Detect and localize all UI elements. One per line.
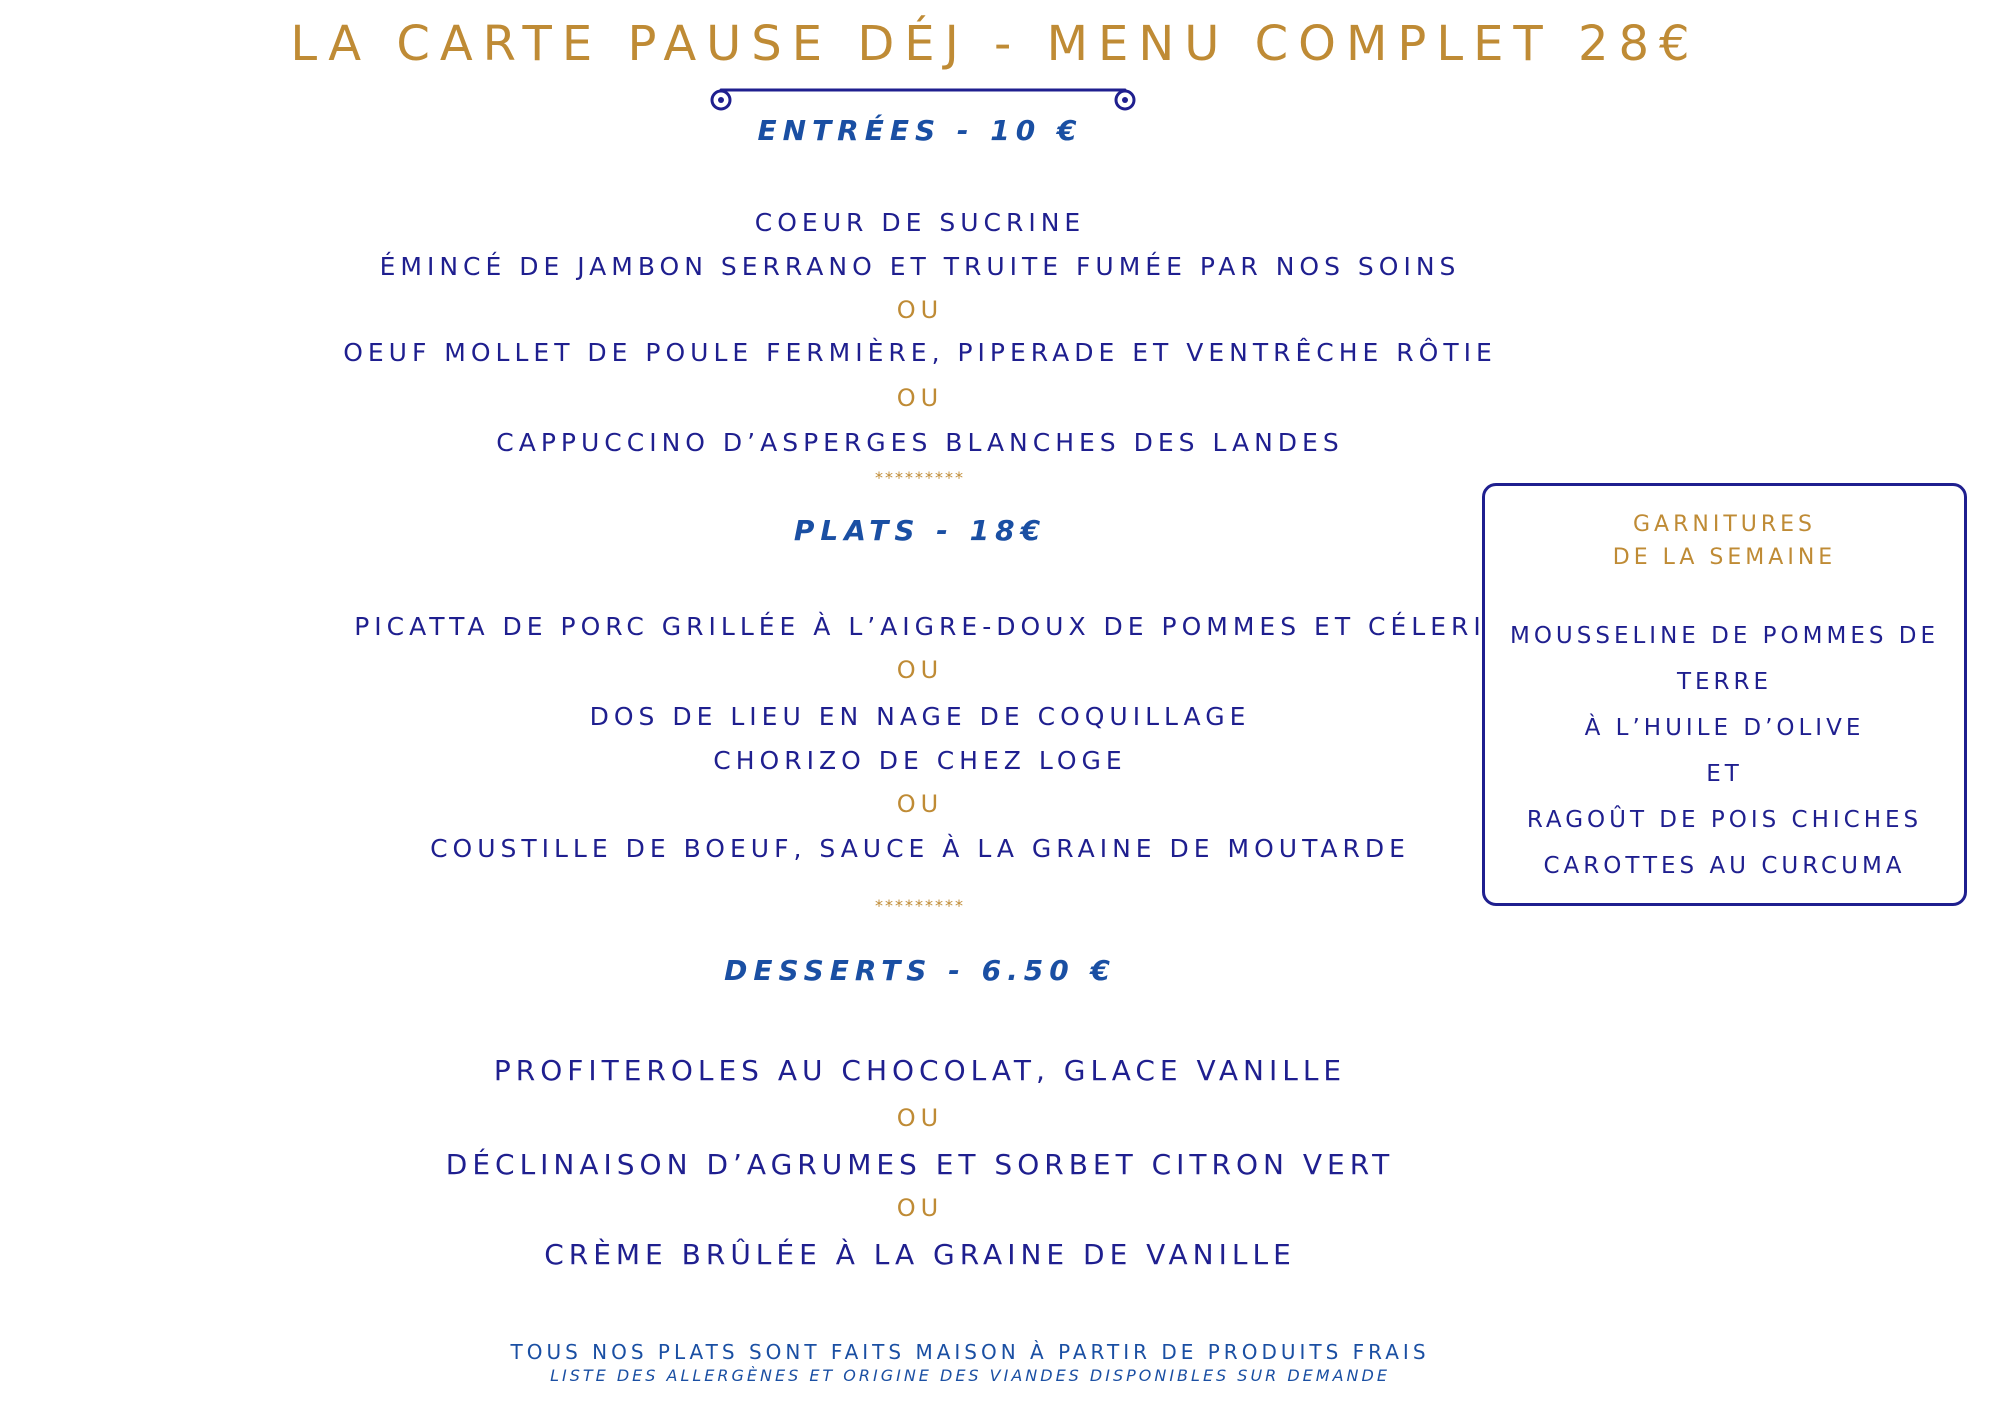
footer-note: TOUS NOS PLATS SONT FAITS MAISON À PARTIR DE PRODUITS FRAIS xyxy=(510,1340,1430,1364)
garniture-line-4: ET xyxy=(1706,761,1743,787)
entree-item-3: CAPPUCCINO D’ASPERGES BLANCHES DES LANDES xyxy=(496,428,1344,457)
garnitures-title-line-1: GARNITURES xyxy=(1632,512,1817,537)
plat-or-2: OU xyxy=(896,790,944,818)
plat-item-3: COUSTILLE DE BOEUF, SAUCE À LA GRAINE DE MOUTARDE xyxy=(430,834,1410,863)
entree-or-2: OU xyxy=(896,384,944,412)
footer-allergens-note: LISTE DES ALLERGÈNES ET ORIGINE DES VIANDES DISPONIBLES SUR DEMANDE xyxy=(550,1366,1390,1385)
garniture-line-5: RAGOÛT DE POIS CHICHES xyxy=(1526,807,1923,833)
garniture-line-6: CAROTTES AU CURCUMA xyxy=(1543,853,1906,879)
menu-title: LA CARTE PAUSE DÉJ - MENU COMPLET 28€ xyxy=(290,16,1700,72)
garnitures-box xyxy=(1482,483,1967,906)
plat-item-1: PICATTA DE PORC GRILLÉE À L’AIGRE-DOUX DE POMMES ET CÉLERI xyxy=(354,612,1486,641)
entree-item-1-line-2: ÉMINCÉ DE JAMBON SERRANO ET TRUITE FUMÉE PAR NOS SOINS xyxy=(379,252,1461,281)
plat-item-2-line-1: DOS DE LIEU EN NAGE DE COQUILLAGE xyxy=(589,702,1251,731)
garniture-line-3: À L’HUILE D’OLIVE xyxy=(1584,715,1865,741)
dessert-or-1: OU xyxy=(896,1104,944,1132)
dessert-item-2: DÉCLINAISON D’AGRUMES ET SORBET CITRON VERT xyxy=(445,1148,1395,1181)
section-title-entrees: ENTRÉES - 10 € xyxy=(757,114,1083,147)
entree-item-1-line-1: COEUR DE SUCRINE xyxy=(754,208,1086,237)
section-title-plats: PLATS - 18€ xyxy=(793,514,1047,547)
garniture-line-1: MOUSSELINE DE POMMES DE xyxy=(1509,623,1940,649)
dessert-item-3: CRÈME BRÛLÉE À LA GRAINE DE VANILLE xyxy=(544,1238,1296,1271)
dessert-item-1: PROFITEROLES AU CHOCOLAT, GLACE VANILLE xyxy=(493,1054,1347,1087)
entree-item-2: OEUF MOLLET DE POULE FERMIÈRE, PIPERADE ET VENTRÊCHE RÔTIE xyxy=(343,338,1497,367)
entree-or-1: OU xyxy=(896,296,944,324)
scroll-divider-icon xyxy=(703,84,1143,114)
garnitures-title-line-2: DE LA SEMAINE xyxy=(1612,545,1837,570)
garniture-line-2: TERRE xyxy=(1676,669,1773,695)
dessert-or-2: OU xyxy=(896,1194,944,1222)
separator-entrees: ********* xyxy=(875,468,965,487)
plat-item-2-line-2: CHORIZO DE CHEZ LOGE xyxy=(713,746,1127,775)
plat-or-1: OU xyxy=(896,656,944,684)
separator-plats: ********* xyxy=(875,896,965,915)
section-title-desserts: DESSERTS - 6.50 € xyxy=(724,954,1116,987)
